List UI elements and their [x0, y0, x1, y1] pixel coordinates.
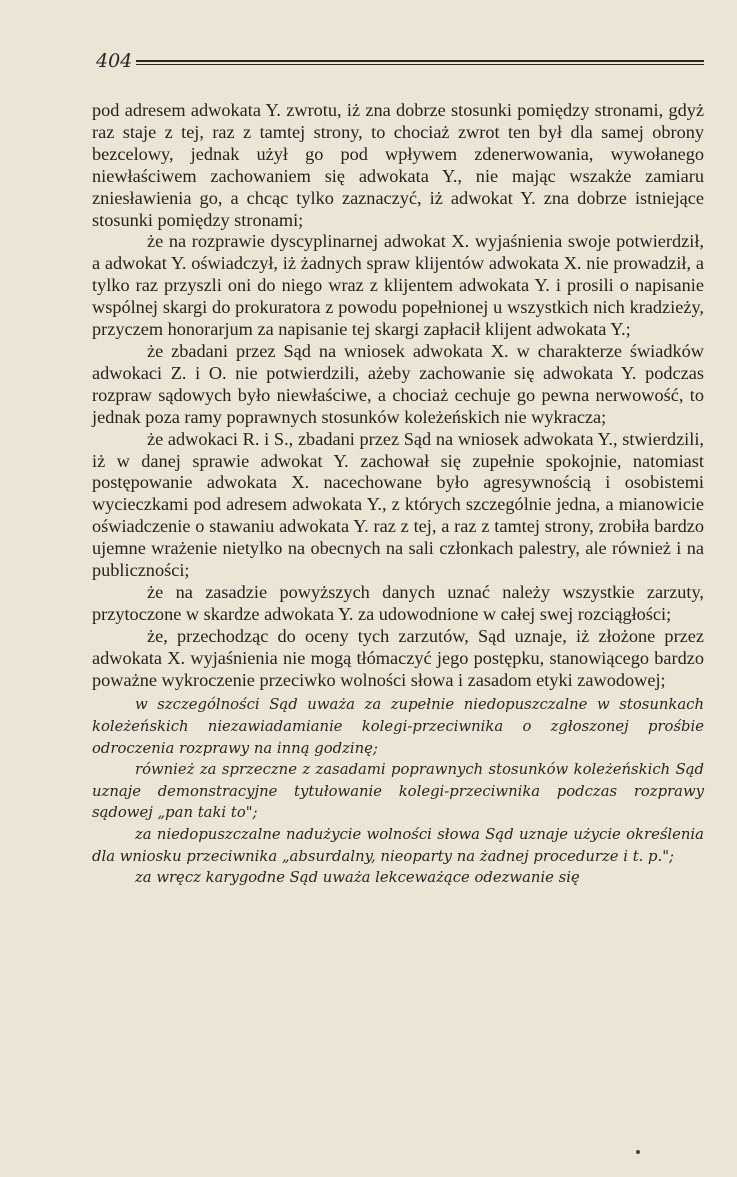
- page-number: 404: [96, 50, 133, 72]
- paragraph: że na rozprawie dyscyplinarnej adwokat X. wyjaśnienia swoje potwierdził, a adwokat Y. oświadczył, iż żadnych spraw klijentów adwokata X. nie prowadził, a tylko raz przyszli oni do niego wraz z klijentem adwokata Y. i prosili o napisanie wspólnej skargi do prokuratora z powodu popełnionej u wszystkich nich kradzieży, przyczem honorarjum za napisanie tej skargi zapłacił klijent adwokata Y.;: [92, 231, 704, 340]
- italic-paragraph: również za sprzeczne z zasadami poprawnych stosunków koleżeńskich Sąd uznaje demonstracyjne tytułowanie kolegi-przeciwnika podczas rozprawy sądowej „pan taki to";: [92, 761, 704, 822]
- italic-paragraph: za wręcz karygodne Sąd uważa lekceważące odezwanie się: [135, 869, 580, 887]
- paragraph: że, przechodząc do oceny tych zarzutów, Sąd uznaje, iż złożone przez adwokata X. wyjaśnienia nie mogą tłómaczyć jego postępku, stanowiącego bardzo poważne wykroczenie przeciwko wolności słowa i zasadom etyki zawodowej;: [92, 625, 704, 690]
- paragraph: że zbadani przez Sąd na wniosek adwokata X. w charakterze świadków adwokaci Z. i O. nie potwierdzili, ażeby zachowanie się adwokata Y. podczas rozpraw sądowych było niewłaściwe, a chociaż cechuje go pewna nerwowość, to jednak poza ramy poprawnych stosunków koleżeńskich nie wykracza;: [92, 340, 704, 427]
- italic-paragraph: w szczególności Sąd uważa za zupełnie niedopuszczalne w stosunkach koleżeńskich niezawiadamianie kolegi-przeciwnika o zgłoszonej prośbie odroczenia rozprawy na inną godzinę;: [92, 696, 704, 757]
- paragraph: że na zasadzie powyższych danych uznać należy wszystkie zarzuty, przytoczone w skardze adwokata Y. za udowodnione w całej swej rozciągłości;: [92, 581, 704, 624]
- header-double-rule: [136, 60, 704, 65]
- page-body: [92, 100, 704, 889]
- paragraph: że adwokaci R. i S., zbadani przez Sąd na wniosek adwokata Y., stwierdzili, iż w danej sprawie adwokat Y. zachował się zupełnie spokojnie, natomiast postępowanie adwokata X. nacechowane było agresywnością i osobistemi wycieczkami pod adresem adwokata Y., z których szczególnie jedna, a mianowicie oświadczenie o stawaniu adwokata Y. raz z tej, a raz z tamtej strony, zrobiła bardzo ujemne wrażenie nietylko na obecnych na sali członkach palestry, ale również i na publiczności;: [92, 428, 704, 581]
- italic-paragraph: za niedopuszczalne nadużycie wolności słowa Sąd uznaje użycie określenia dla wniosku przeciwnika „absurdalny, nieoparty na żadnej procedurze i t. p.";: [92, 826, 704, 865]
- paper-speck: [636, 1150, 640, 1154]
- paragraph-continuation: pod adresem adwokata Y. zwrotu, iż zna dobrze stosunki pomiędzy stronami, gdyż raz staje z tej, raz z tamtej strony, to chociaż zwrot ten był dla samej obrony bezcelowy, jednak użył go pod wpływem zdenerwowania, wywołanego niewłaściwem zachowaniem się adwokata Y., nie mając wszakże zamiaru zniesławienia go, a chcąc tylko zaznaczyć, iż adwokat Y. zna dobrze istniejące stosunki pomiędzy stronami;: [92, 100, 704, 230]
- page-header: [96, 48, 704, 78]
- italic-findings-block: [92, 694, 704, 888]
